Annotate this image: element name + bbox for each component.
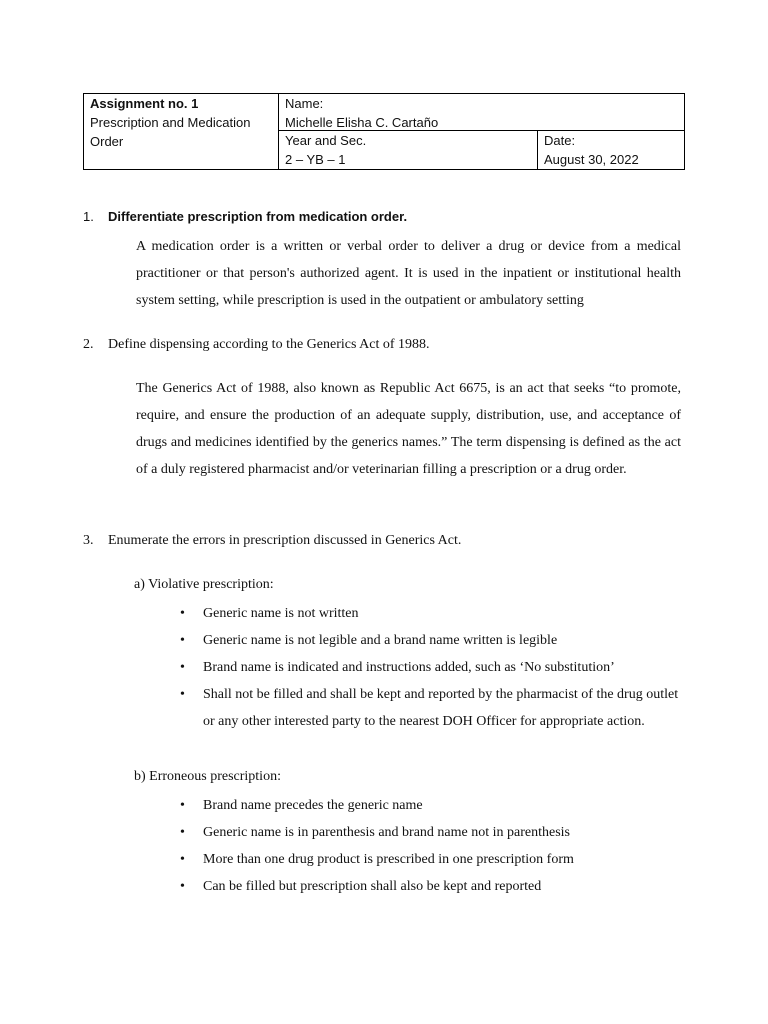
date-value: August 30, 2022 xyxy=(544,152,639,167)
question-3 xyxy=(83,533,461,549)
bullet-icon: • xyxy=(180,633,185,648)
date-label: Date: xyxy=(544,133,576,148)
answer-1: A medication order is a written or verbal order to deliver a drug or device from a medical practitioner or that person's authorized agent. It is used in the inpatient or institutional health system setting, while prescription is used in the outpatient or ambulatory setting xyxy=(136,239,681,308)
list-item: • Shall not be filled and shall be kept and reported by the pharmacist of the drug outlet or any other interested party to the nearest DOH Officer for appropriate action. xyxy=(180,681,690,735)
violative-heading: a) Violative prescription: xyxy=(134,577,274,592)
bullet-icon: • xyxy=(180,879,185,894)
question-3-number: 3. xyxy=(83,533,94,548)
bullet-icon: • xyxy=(180,606,185,621)
list-item: • Brand name is indicated and instructions added, such as ‘No substitution’ xyxy=(180,654,690,681)
question-2-text: Define dispensing according to the Generics Act of 1988. xyxy=(108,337,430,352)
bullet-icon: • xyxy=(180,825,185,840)
erroneous-heading: b) Erroneous prescription: xyxy=(134,769,281,784)
question-3-text: Enumerate the errors in prescription discussed in Generics Act. xyxy=(108,533,462,548)
question-1 xyxy=(83,209,407,224)
answer-2: The Generics Act of 1988, also known as Republic Act 6675, is an act that seeks “to promote, require, and ensure the production of an adequate supply, distribution, use, and acceptance of drugs and medicines identified by the generics names.” The term dispensing is defined as the act of a duly registered pharmacist and/or veterinarian filling a prescription or a drug order. xyxy=(136,381,681,477)
bullet-icon: • xyxy=(180,852,185,867)
assignment-label: Assignment no. 1 xyxy=(90,96,199,111)
question-1-number: 1. xyxy=(83,209,94,224)
question-1-text: Differentiate prescription from medication order. xyxy=(108,209,408,224)
bullet-icon: • xyxy=(180,798,185,813)
list-item: • More than one drug product is prescribed in one prescription form xyxy=(180,846,690,873)
name-label: Name: xyxy=(285,96,324,111)
assignment-title-line2: Order xyxy=(90,134,124,149)
list-item: • Generic name is not legible and a brand name written is legible xyxy=(180,627,690,654)
name-value: Michelle Elisha C. Cartaño xyxy=(285,115,439,130)
list-item: • Brand name precedes the generic name xyxy=(180,792,690,819)
question-2 xyxy=(83,337,430,353)
question-2-number: 2. xyxy=(83,337,94,352)
year-label: Year and Sec. xyxy=(285,133,367,148)
list-item: • Generic name is in parenthesis and brand name not in parenthesis xyxy=(180,819,690,846)
list-item: • Can be filled but prescription shall also be kept and reported xyxy=(180,873,690,900)
assignment-cell xyxy=(84,94,279,169)
year-cell xyxy=(279,131,538,169)
year-value: 2 – YB – 1 xyxy=(285,152,346,167)
date-cell xyxy=(538,131,684,169)
header-table xyxy=(83,93,685,170)
violative-list xyxy=(180,600,690,735)
list-item: • Generic name is not written xyxy=(180,600,690,627)
bullet-icon: • xyxy=(180,660,185,675)
bullet-icon: • xyxy=(180,687,185,702)
erroneous-list xyxy=(180,792,690,900)
assignment-title-line1: Prescription and Medication xyxy=(90,115,251,130)
name-cell xyxy=(279,94,684,131)
